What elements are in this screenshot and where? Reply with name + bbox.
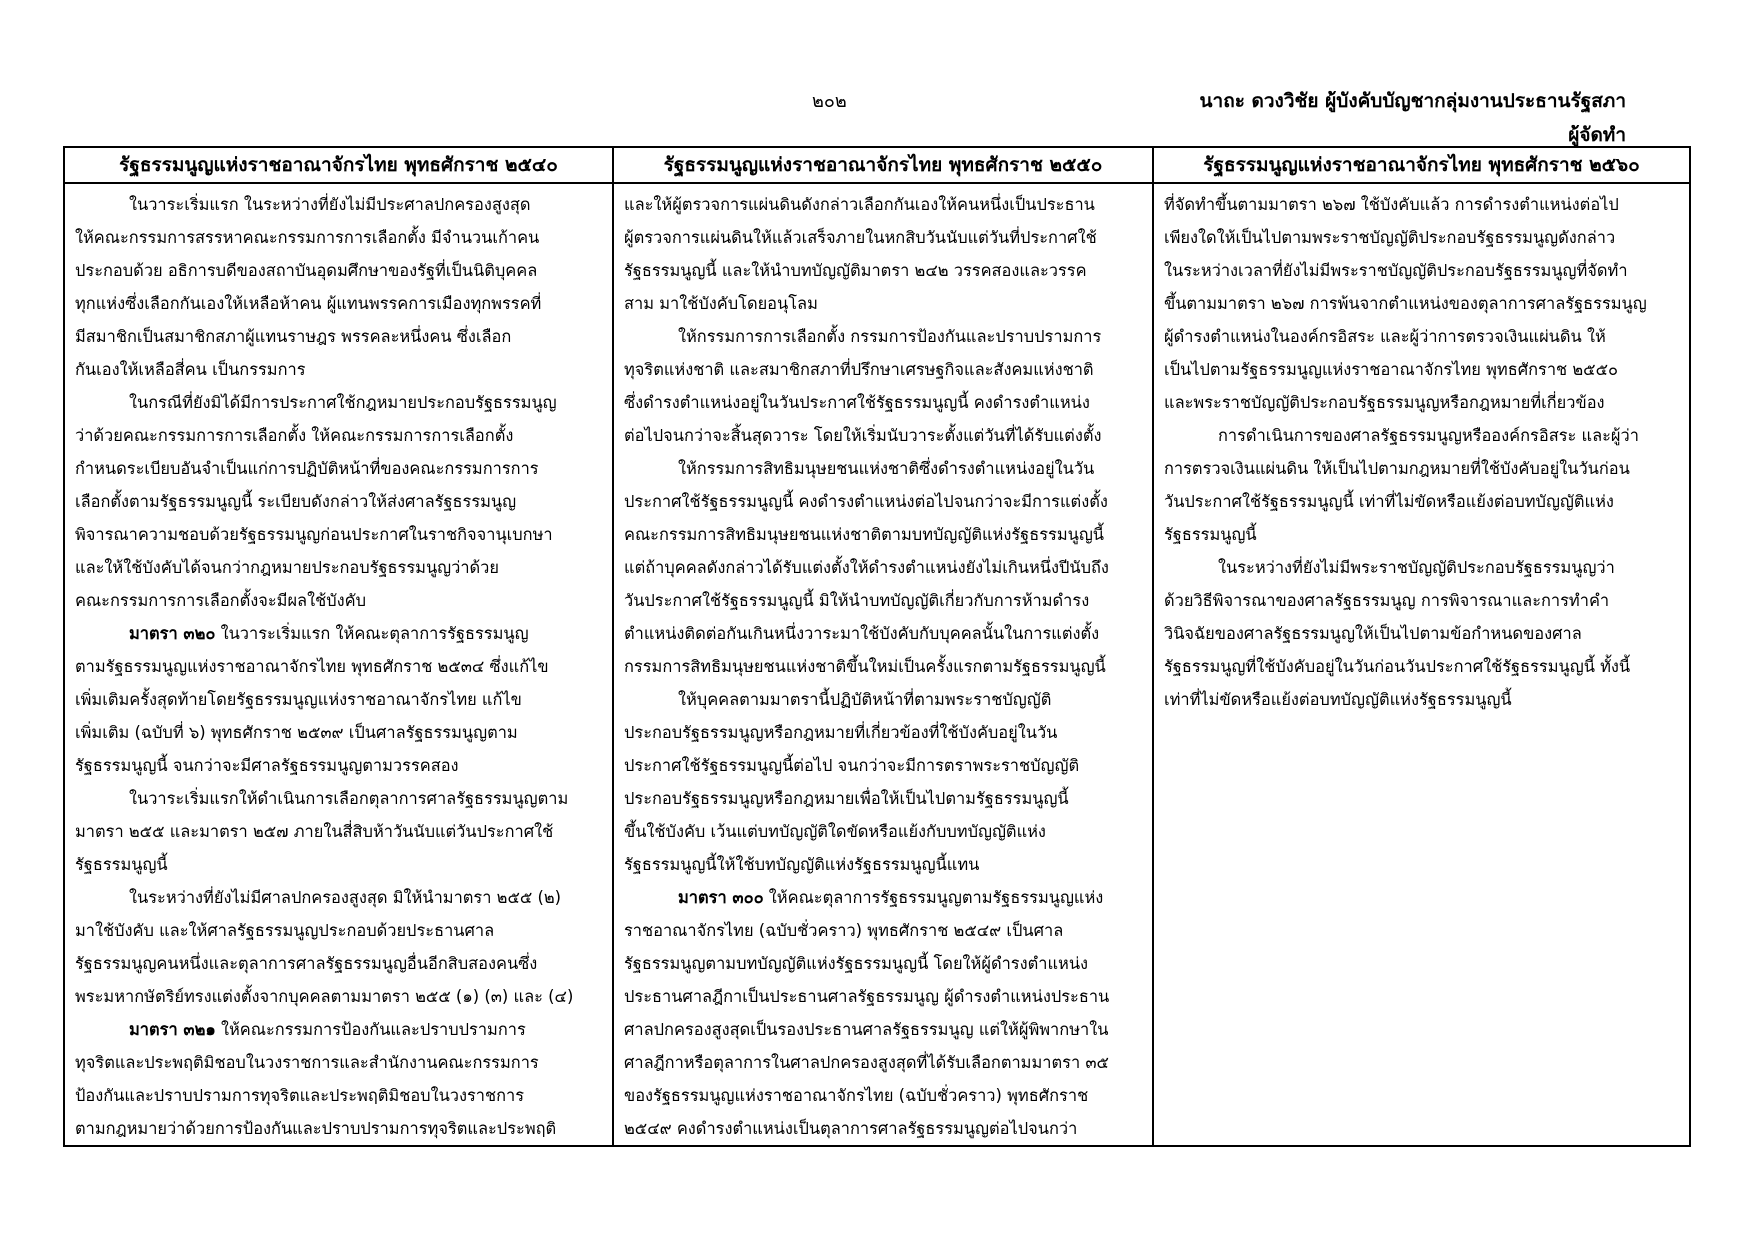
text-line <box>75 419 602 452</box>
text-line <box>624 485 1142 518</box>
line-text: ศาลฎีกาหรือตุลาการในศาลปกครองสูงสุดที่ได้รับเลือกตามมาตรา ๓๕ <box>624 1053 1109 1072</box>
line-text: เพิ่มเติม (ฉบับที่ ๖) พุทธศักราช ๒๕๓๙ เป็นศาลรัฐธรรมนูญตาม <box>75 723 518 742</box>
text-line <box>1164 287 1679 320</box>
line-text: พระมหากษัตริย์ทรงแต่งตั้งจากบุคคลตามมาตรา ๒๕๕ (๑) (๓) และ (๔) <box>75 987 574 1006</box>
line-text: เป็นไปตามรัฐธรรมนูญแห่งราชอาณาจักรไทย พุทธศักราช ๒๕๕๐ <box>1164 360 1618 379</box>
line-text: ประกอบรัฐธรรมนูญหรือกฎหมายเพื่อให้เป็นไปตามรัฐธรรมนูญนี้ <box>624 789 1069 808</box>
text-line <box>75 518 602 551</box>
text-line <box>624 716 1142 749</box>
column-header-2560: รัฐธรรมนูญแห่งราชอาณาจักรไทย พุทธศักราช ๒๕๖๐ <box>1203 154 1640 176</box>
text-line <box>75 254 602 287</box>
text-line <box>1164 617 1679 650</box>
text-line <box>624 452 1142 485</box>
line-text: ราชอาณาจักรไทย (ฉบับชั่วคราว) พุทธศักราช ๒๕๔๙ เป็นศาล <box>624 921 1064 940</box>
text-line <box>1164 419 1679 452</box>
text-line <box>624 947 1142 980</box>
text-line <box>1164 584 1679 617</box>
text-line <box>75 287 602 320</box>
text-line <box>75 749 602 782</box>
text-line <box>1164 683 1679 716</box>
line-text: ให้บุคคลตามมาตรานี้ปฏิบัติหน้าที่ตามพระราชบัญญัติ <box>678 690 1052 709</box>
text-line <box>624 782 1142 815</box>
line-text: ในระหว่างที่ยังไม่มีศาลปกครองสูงสุด มิให้นำมาตรา ๒๕๕ (๒) <box>129 888 562 907</box>
text-line <box>624 1046 1142 1079</box>
line-text: รัฐธรรมนูญคนหนึ่งและตุลาการศาลรัฐธรรมนูญอื่นอีกสิบสองคนซึ่ง <box>75 954 538 973</box>
line-text: วันประกาศใช้รัฐธรรมนูญนี้ เท่าที่ไม่ขัดหรือแย้งต่อบทบัญญัติแห่ง <box>1164 492 1614 511</box>
line-text: การดำเนินการของศาลรัฐธรรมนูญหรือองค์กรอิสระ และผู้ว่า <box>1218 426 1639 445</box>
line-text: ประกอบรัฐธรรมนูญหรือกฎหมายที่เกี่ยวข้องที่ใช้บังคับอยู่ในวัน <box>624 723 1058 742</box>
line-text: กำหนดระเบียบอันจำเป็นแก่การปฏิบัติหน้าที่ของคณะกรรมการการ <box>75 459 539 478</box>
page-number: ๒๐๒ <box>812 91 847 112</box>
column-2540 <box>65 184 614 1145</box>
text-line <box>624 584 1142 617</box>
text-line <box>624 353 1142 386</box>
text-line <box>1164 353 1679 386</box>
line-text: ของรัฐธรรมนูญแห่งราชอาณาจักรไทย (ฉบับชั่วคราว) พุทธศักราช <box>624 1086 1089 1105</box>
text-line <box>75 386 602 419</box>
text-line <box>624 551 1142 584</box>
table-header-row <box>65 148 1689 184</box>
line-text: ขึ้นตามมาตรา ๒๖๗ การพ้นจากตำแหน่งของตุลาการศาลรัฐธรรมนูญ <box>1164 294 1647 313</box>
text-line <box>1164 386 1679 419</box>
line-text: วันประกาศใช้รัฐธรรมนูญนี้ มิให้นำบทบัญญัติเกี่ยวกับการห้ามดำรง <box>624 591 1090 610</box>
column-header-2550: รัฐธรรมนูญแห่งราชอาณาจักรไทย พุทธศักราช ๒๕๕๐ <box>614 148 1154 182</box>
text-line <box>624 419 1142 452</box>
line-text: ที่จัดทำขึ้นตามมาตรา ๒๖๗ ใช้บังคับแล้ว การดำรงตำแหน่งต่อไป <box>1164 195 1619 214</box>
text-line <box>1164 254 1679 287</box>
text-line <box>624 287 1142 320</box>
text-line <box>624 980 1142 1013</box>
line-text: ให้คณะกรรมการสรรหาคณะกรรมการการเลือกตั้ง มีจำนวนเก้าคน <box>75 228 540 247</box>
text-line <box>75 716 602 749</box>
text-line <box>624 914 1142 947</box>
line-text: รัฐธรรมนูญนี้ให้ใช้บทบัญญัติแห่งรัฐธรรมนูญนี้แทน <box>624 855 980 874</box>
line-text: คณะกรรมการสิทธิมนุษยชนแห่งชาติตามบทบัญญัติแห่งรัฐธรรมนูญนี้ <box>624 525 1104 544</box>
line-text: ตามรัฐธรรมนูญแห่งราชอาณาจักรไทย พุทธศักราช ๒๕๓๔ ซึ่งแก้ไข <box>75 657 549 676</box>
line-text: รัฐธรรมนูญนี้ และให้นำบทบัญญัติมาตรา ๒๔๒ วรรคสองและวรรค <box>624 261 1087 280</box>
text-line <box>624 815 1142 848</box>
line-text: ตำแหน่งติดต่อกันเกินหนึ่งวาระมาใช้บังคับกับบุคคลนั้นในการแต่งตั้ง <box>624 624 1100 643</box>
section-marker: มาตรา ๓๒๑ <box>129 1020 216 1039</box>
line-text: เพิ่มเติมครั้งสุดท้ายโดยรัฐธรรมนูญแห่งราชอาณาจักรไทย แก้ไข <box>75 690 522 709</box>
line-text: เพียงใดให้เป็นไปตามพระราชบัญญัติประกอบรัฐธรรมนูญดังกล่าว <box>1164 228 1616 247</box>
text-line <box>75 1013 602 1046</box>
text-line <box>1164 452 1679 485</box>
line-text: ทุจริตแห่งชาติ และสมาชิกสภาที่ปรึกษาเศรษฐกิจและสังคมแห่งชาติ <box>624 360 1094 379</box>
text-line <box>624 518 1142 551</box>
section-marker: มาตรา ๓๒๐ <box>129 624 216 643</box>
text-line <box>624 221 1142 254</box>
text-line <box>1164 188 1679 221</box>
text-line <box>624 1013 1142 1046</box>
text-line <box>75 914 602 947</box>
author-line: นาถะ ดวงวิชัย ผู้บังคับบัญชากลุ่มงานประธานรัฐสภา <box>1199 90 1626 112</box>
line-text: ผู้ดำรงตำแหน่งในองค์กรอิสระ และผู้ว่าการตรวจเงินแผ่นดิน ให้ <box>1164 327 1606 346</box>
line-text: ศาลปกครองสูงสุดเป็นรองประธานศาลรัฐธรรมนูญ แต่ให้ผู้พิพากษาใน <box>624 1020 1109 1039</box>
column-2560 <box>1154 184 1689 1145</box>
line-text: ในระหว่างเวลาที่ยังไม่มีพระราชบัญญัติประกอบรัฐธรรมนูญที่จัดทำ <box>1164 261 1628 280</box>
line-text: รัฐธรรมนูญนี้ จนกว่าจะมีศาลรัฐธรรมนูญตามวรรคสอง <box>75 756 459 775</box>
line-text: เลือกตั้งตามรัฐธรรมนูญนี้ ระเบียบดังกล่าวให้ส่งศาลรัฐธรรมนูญ <box>75 492 517 511</box>
line-text: และให้ผู้ตรวจการแผ่นดินดังกล่าวเลือกกันเองให้คนหนึ่งเป็นประธาน <box>624 195 1095 214</box>
line-text: ทุกแห่งซึ่งเลือกกันเองให้เหลือห้าคน ผู้แทนพรรคการเมืองทุกพรรคที่ <box>75 294 542 313</box>
text-line <box>1164 650 1679 683</box>
line-text: ต่อไปจนกว่าจะสิ้นสุดวาระ โดยให้เริ่มนับวาระตั้งแต่วันที่ได้รับแต่งตั้ง <box>624 426 1102 445</box>
text-line <box>75 188 602 221</box>
line-text: และให้ใช้บังคับได้จนกว่ากฎหมายประกอบรัฐธรรมนูญว่าด้วย <box>75 558 499 577</box>
table-body-row <box>65 184 1689 1145</box>
text-line <box>75 848 602 881</box>
line-text: แต่ถ้าบุคคลดังกล่าวได้รับแต่งตั้งให้ดำรงตำแหน่งยังไม่เกินหนึ่งปีนับถึง <box>624 558 1109 577</box>
author-block <box>1200 84 1626 152</box>
text-line <box>75 485 602 518</box>
text-line <box>75 1046 602 1079</box>
line-text: เท่าที่ไม่ขัดหรือแย้งต่อบทบัญญัติแห่งรัฐธรรมนูญนี้ <box>1164 690 1512 709</box>
text-line <box>624 683 1142 716</box>
line-text: ทุจริตและประพฤติมิชอบในวงราชการและสำนักงานคณะกรรมการ <box>75 1053 539 1072</box>
line-text: ว่าด้วยคณะกรรมการการเลือกตั้ง ให้คณะกรรมการการเลือกตั้ง <box>75 426 514 445</box>
line-text: ให้กรรมการการเลือกตั้ง กรรมการป้องกันและปราบปรามการ <box>678 327 1102 346</box>
line-text: และพระราชบัญญัติประกอบรัฐธรรมนูญหรือกฎหมายที่เกี่ยวข้อง <box>1164 393 1605 412</box>
text-line <box>75 617 602 650</box>
line-text: ผู้ตรวจการแผ่นดินให้แล้วเสร็จภายในหกสิบวันนับแต่วันที่ประกาศใช้ <box>624 228 1097 247</box>
text-line <box>75 1079 602 1112</box>
text-line <box>75 683 602 716</box>
text-line <box>624 320 1142 353</box>
line-text: มีสมาชิกเป็นสมาชิกสภาผู้แทนราษฎร พรรคละหนึ่งคน ซึ่งเลือก <box>75 327 512 346</box>
text-line <box>624 1079 1142 1112</box>
line-text: ให้คณะกรรมการป้องกันและปราบปรามการ <box>215 1020 526 1039</box>
text-line <box>1164 518 1679 551</box>
text-line <box>624 254 1142 287</box>
text-line <box>624 749 1142 782</box>
text-line <box>75 782 602 815</box>
line-text: กันเองให้เหลือสี่คน เป็นกรรมการ <box>75 360 306 379</box>
text-line <box>75 353 602 386</box>
line-text: ในวาระเริ่มแรก ให้คณะตุลาการรัฐธรรมนูญ <box>215 624 529 643</box>
text-line <box>624 848 1142 881</box>
line-text: สาม มาใช้บังคับโดยอนุโลม <box>624 294 818 313</box>
text-line <box>624 881 1142 914</box>
line-text: ด้วยวิธีพิจารณาของศาลรัฐธรรมนูญ การพิจารณาและการทำคำ <box>1164 591 1610 610</box>
line-text: การตรวจเงินแผ่นดิน ให้เป็นไปตามกฎหมายที่ใช้บังคับอยู่ในวันก่อน <box>1164 459 1630 478</box>
line-text: รัฐธรรมนูญนี้ <box>1164 525 1257 544</box>
text-line <box>1164 485 1679 518</box>
line-text: ประกาศใช้รัฐธรรมนูญนี้ต่อไป จนกว่าจะมีการตราพระราชบัญญัติ <box>624 756 1080 775</box>
line-text: คณะกรรมการการเลือกตั้งจะมีผลใช้บังคับ <box>75 591 366 610</box>
text-line <box>75 980 602 1013</box>
text-line <box>75 650 602 683</box>
column-2550 <box>614 184 1154 1145</box>
text-line <box>624 617 1142 650</box>
line-text: ให้กรรมการสิทธิมนุษยชนแห่งชาติซึ่งดำรงตำแหน่งอยู่ในวัน <box>678 459 1095 478</box>
line-text: พิจารณาความชอบด้วยรัฐธรรมนูญก่อนประกาศในราชกิจจานุเบกษา <box>75 525 553 544</box>
text-line <box>75 1112 602 1145</box>
section-marker: มาตรา ๓๐๐ <box>678 888 764 907</box>
text-line <box>75 452 602 485</box>
line-text: ประกอบด้วย อธิการบดีของสถาบันอุดมศึกษาของรัฐที่เป็นนิติบุคคล <box>75 261 538 280</box>
line-text: มาใช้บังคับ และให้ศาลรัฐธรรมนูญประกอบด้วยประธานศาล <box>75 921 495 940</box>
text-line <box>75 881 602 914</box>
text-line <box>75 221 602 254</box>
text-line <box>75 551 602 584</box>
comparison-table <box>63 146 1691 1147</box>
text-line <box>75 815 602 848</box>
line-text: ซึ่งดำรงตำแหน่งอยู่ในวันประกาศใช้รัฐธรรมนูญนี้ คงดำรงตำแหน่ง <box>624 393 1090 412</box>
line-text: ๒๕๔๙ คงดำรงตำแหน่งเป็นตุลาการศาลรัฐธรรมนูญต่อไปจนกว่า <box>624 1119 1078 1138</box>
line-text: ในวาระเริ่มแรก ในระหว่างที่ยังไม่มีประศาลปกครองสูงสุด <box>129 195 531 214</box>
line-text: มาตรา ๒๕๕ และมาตรา ๒๕๗ ภายในสี่สิบห้าวันนับแต่วันประกาศใช้ <box>75 822 554 841</box>
line-text: วินิจฉัยของศาลรัฐธรรมนูญให้เป็นไปตามข้อกำหนดของศาล <box>1164 624 1582 643</box>
line-text: ป้องกันและปราบปรามการทุจริตและประพฤติมิชอบในวงราชการ <box>75 1086 525 1105</box>
text-line <box>624 650 1142 683</box>
text-line <box>624 386 1142 419</box>
line-text: ในวาระเริ่มแรกให้ดำเนินการเลือกตุลาการศาลรัฐธรรมนูญตาม <box>129 789 569 808</box>
line-text: รัฐธรรมนูญที่ใช้บังคับอยู่ในวันก่อนวันประกาศใช้รัฐธรรมนูญนี้ ทั้งนี้ <box>1164 657 1631 676</box>
text-line <box>624 1112 1142 1145</box>
text-line <box>75 584 602 617</box>
line-text: รัฐธรรมนูญนี้ <box>75 855 168 874</box>
line-text: กรรมการสิทธิมนุษยชนแห่งชาติขึ้นใหม่เป็นครั้งแรกตามรัฐธรรมนูญนี้ <box>624 657 1106 676</box>
line-text: ตามกฎหมายว่าด้วยการป้องกันและปราบปรามการทุจริตและประพฤติ <box>75 1119 557 1138</box>
text-line <box>1164 551 1679 584</box>
line-text: ขึ้นใช้บังคับ เว้นแต่บทบัญญัติใดขัดหรือแย้งกับบทบัญญัติแห่ง <box>624 822 1046 841</box>
line-text: ในกรณีที่ยังมิได้มีการประกาศใช้กฎหมายประกอบรัฐธรรมนูญ <box>129 393 557 412</box>
author-role: ผู้จัดทำ <box>1568 124 1626 146</box>
line-text: ประธานศาลฎีกาเป็นประธานศาลรัฐธรรมนูญ ผู้ดำรงตำแหน่งประธาน <box>624 987 1110 1006</box>
text-line <box>1164 320 1679 353</box>
text-line <box>75 320 602 353</box>
text-line <box>1164 221 1679 254</box>
text-line <box>75 947 602 980</box>
line-text: รัฐธรรมนูญตามบทบัญญัติแห่งรัฐธรรมนูญนี้ โดยให้ผู้ดำรงตำแหน่ง <box>624 954 1089 973</box>
text-line <box>624 188 1142 221</box>
line-text: ในระหว่างที่ยังไม่มีพระราชบัญญัติประกอบรัฐธรรมนูญว่า <box>1218 558 1615 577</box>
line-text: ให้คณะตุลาการรัฐธรรมนูญตามรัฐธรรมนูญแห่ง <box>763 888 1104 907</box>
line-text: ประกาศใช้รัฐธรรมนูญนี้ คงดำรงตำแหน่งต่อไปจนกว่าจะมีการแต่งตั้ง <box>624 492 1108 511</box>
column-header-2540: รัฐธรรมนูญแห่งราชอาณาจักรไทย พุทธศักราช ๒๕๔๐ <box>65 148 614 182</box>
